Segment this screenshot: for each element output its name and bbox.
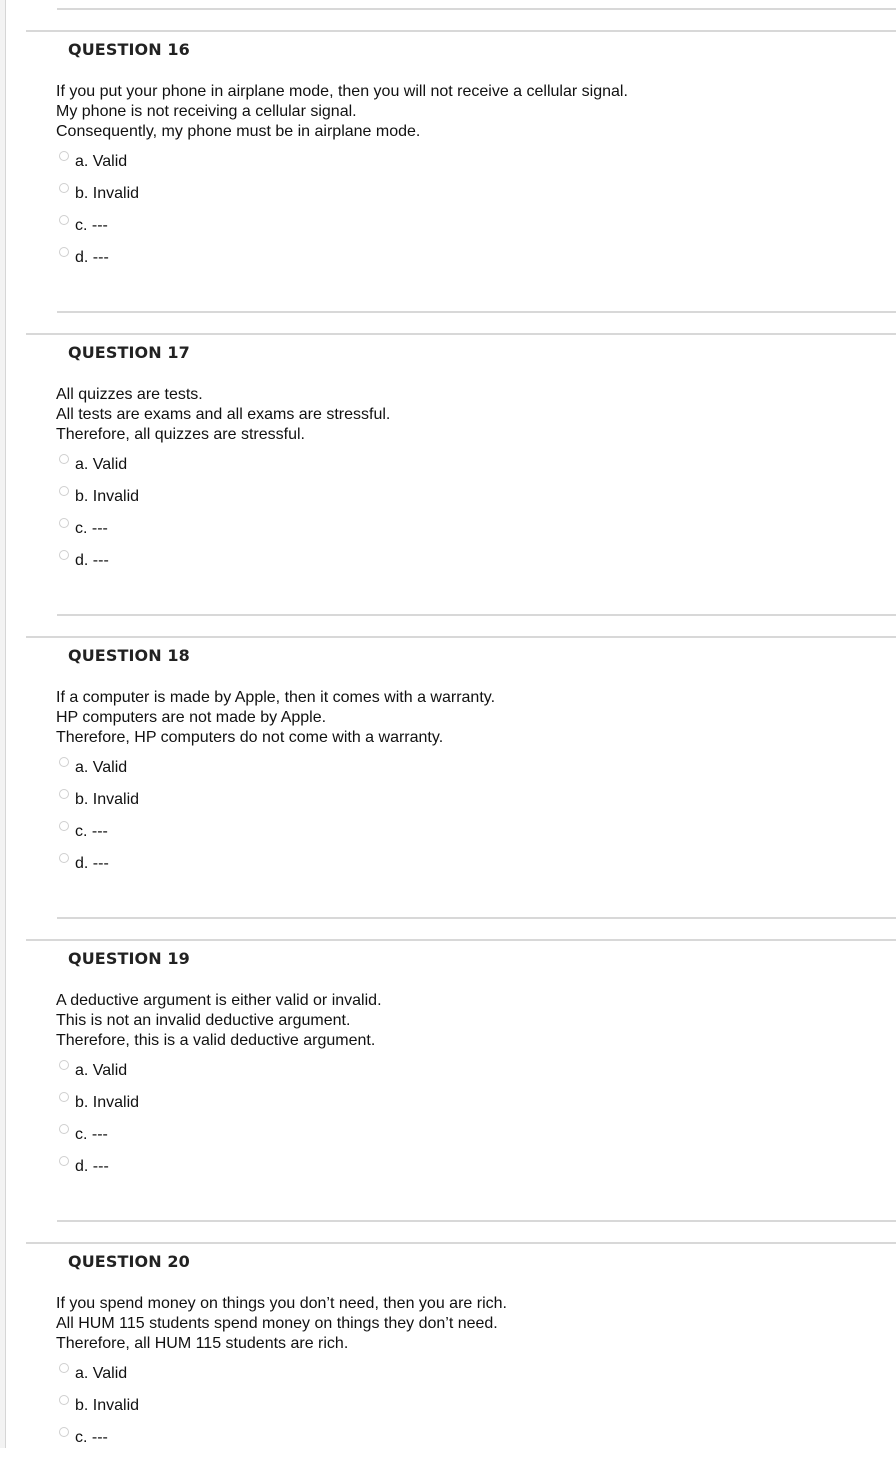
answer-label[interactable]: a. Valid: [75, 759, 128, 776]
answer-label[interactable]: d. ---: [75, 249, 109, 266]
answer-option-a[interactable]: [56, 756, 139, 788]
answer-option-b[interactable]: [56, 1394, 139, 1426]
answer-label[interactable]: b. Invalid: [75, 185, 140, 202]
answer-label[interactable]: b. Invalid: [75, 1094, 140, 1111]
question-divider: [26, 636, 896, 638]
answer-options: [56, 1059, 139, 1187]
question-title: QUESTION 18: [68, 646, 190, 665]
radio-button[interactable]: [59, 247, 69, 257]
question-divider: [57, 917, 896, 919]
top-divider: [57, 8, 896, 10]
answer-option-c[interactable]: [56, 1426, 139, 1458]
radio-button[interactable]: [59, 1427, 69, 1437]
question-17: [0, 333, 896, 636]
premise-line: My phone is not receiving a cellular signal.: [56, 103, 357, 120]
answer-option-a[interactable]: [56, 150, 139, 182]
question-divider: [57, 1220, 896, 1222]
question-title: QUESTION 19: [68, 949, 190, 968]
answer-label[interactable]: b. Invalid: [75, 1397, 140, 1414]
conclusion-line: Therefore, all quizzes are stressful.: [56, 426, 305, 443]
premise-line: If a computer is made by Apple, then it comes with a warranty.: [56, 689, 496, 706]
answer-label[interactable]: a. Valid: [75, 153, 128, 170]
answer-option-b[interactable]: [56, 485, 139, 517]
answer-label[interactable]: d. ---: [75, 1158, 109, 1175]
question-divider: [57, 311, 896, 313]
radio-button[interactable]: [59, 1060, 69, 1070]
radio-button[interactable]: [59, 1092, 69, 1102]
radio-button[interactable]: [59, 1124, 69, 1134]
question-divider: [26, 1242, 896, 1244]
radio-button[interactable]: [59, 821, 69, 831]
answer-option-d[interactable]: [56, 852, 139, 884]
question-divider: [57, 614, 896, 616]
answer-label[interactable]: b. Invalid: [75, 488, 140, 505]
premise-line: All HUM 115 students spend money on things they don’t need.: [56, 1315, 498, 1332]
premise-line: This is not an invalid deductive argument.: [56, 1012, 351, 1029]
question-text: [56, 688, 495, 748]
radio-button[interactable]: [59, 757, 69, 767]
question-text: [56, 385, 390, 445]
premise-line: If you spend money on things you don’t need, then you are rich.: [56, 1295, 507, 1312]
radio-button[interactable]: [59, 1395, 69, 1405]
question-20: [0, 1242, 896, 1448]
conclusion-line: Therefore, this is a valid deductive argument.: [56, 1032, 376, 1049]
radio-button[interactable]: [59, 550, 69, 560]
answer-option-a[interactable]: [56, 1362, 139, 1394]
question-title: QUESTION 20: [68, 1252, 190, 1271]
question-text: [56, 82, 628, 142]
answer-options: [56, 756, 139, 884]
answer-label[interactable]: c. ---: [75, 1429, 108, 1446]
answer-label[interactable]: c. ---: [75, 217, 108, 234]
question-divider: [26, 30, 896, 32]
radio-button[interactable]: [59, 454, 69, 464]
premise-line: All tests are exams and all exams are stressful.: [56, 406, 391, 423]
answer-option-c[interactable]: [56, 517, 139, 549]
answer-label[interactable]: a. Valid: [75, 1365, 128, 1382]
premise-line: If you put your phone in airplane mode, then you will not receive a cellular signal.: [56, 83, 628, 100]
answer-label[interactable]: a. Valid: [75, 1062, 128, 1079]
answer-label[interactable]: d. ---: [75, 855, 109, 872]
question-divider: [26, 939, 896, 941]
radio-button[interactable]: [59, 1156, 69, 1166]
radio-button[interactable]: [59, 486, 69, 496]
answer-label[interactable]: c. ---: [75, 823, 108, 840]
radio-button[interactable]: [59, 518, 69, 528]
premise-line: All quizzes are tests.: [56, 386, 203, 403]
premise-line: A deductive argument is either valid or invalid.: [56, 992, 382, 1009]
radio-button[interactable]: [59, 215, 69, 225]
answer-label[interactable]: d. ---: [75, 552, 109, 569]
answer-option-a[interactable]: [56, 1059, 139, 1091]
answer-label[interactable]: b. Invalid: [75, 791, 140, 808]
question-divider: [26, 333, 896, 335]
answer-option-c[interactable]: [56, 1123, 139, 1155]
question-text: [56, 991, 382, 1051]
answer-option-d[interactable]: [56, 1155, 139, 1187]
answer-options: [56, 150, 139, 278]
answer-label[interactable]: c. ---: [75, 520, 108, 537]
answer-options: [56, 453, 139, 581]
radio-button[interactable]: [59, 789, 69, 799]
premise-line: HP computers are not made by Apple.: [56, 709, 327, 726]
radio-button[interactable]: [59, 853, 69, 863]
answer-options: [56, 1362, 139, 1458]
radio-button[interactable]: [59, 1363, 69, 1373]
answer-option-d[interactable]: [56, 246, 139, 278]
question-19: [0, 939, 896, 1242]
radio-button[interactable]: [59, 151, 69, 161]
question-18: [0, 636, 896, 939]
question-title: QUESTION 17: [68, 343, 190, 362]
conclusion-line: Therefore, HP computers do not come with a warranty.: [56, 729, 444, 746]
radio-button[interactable]: [59, 183, 69, 193]
answer-option-b[interactable]: [56, 1091, 139, 1123]
answer-option-d[interactable]: [56, 549, 139, 581]
answer-option-c[interactable]: [56, 820, 139, 852]
answer-option-c[interactable]: [56, 214, 139, 246]
answer-label[interactable]: a. Valid: [75, 456, 128, 473]
answer-option-b[interactable]: [56, 182, 139, 214]
answer-option-b[interactable]: [56, 788, 139, 820]
question-16: [0, 30, 896, 333]
conclusion-line: Therefore, all HUM 115 students are rich.: [56, 1335, 349, 1352]
answer-label[interactable]: c. ---: [75, 1126, 108, 1143]
question-text: [56, 1294, 507, 1354]
answer-option-a[interactable]: [56, 453, 139, 485]
conclusion-line: Consequently, my phone must be in airplane mode.: [56, 123, 421, 140]
question-title: QUESTION 16: [68, 40, 190, 59]
